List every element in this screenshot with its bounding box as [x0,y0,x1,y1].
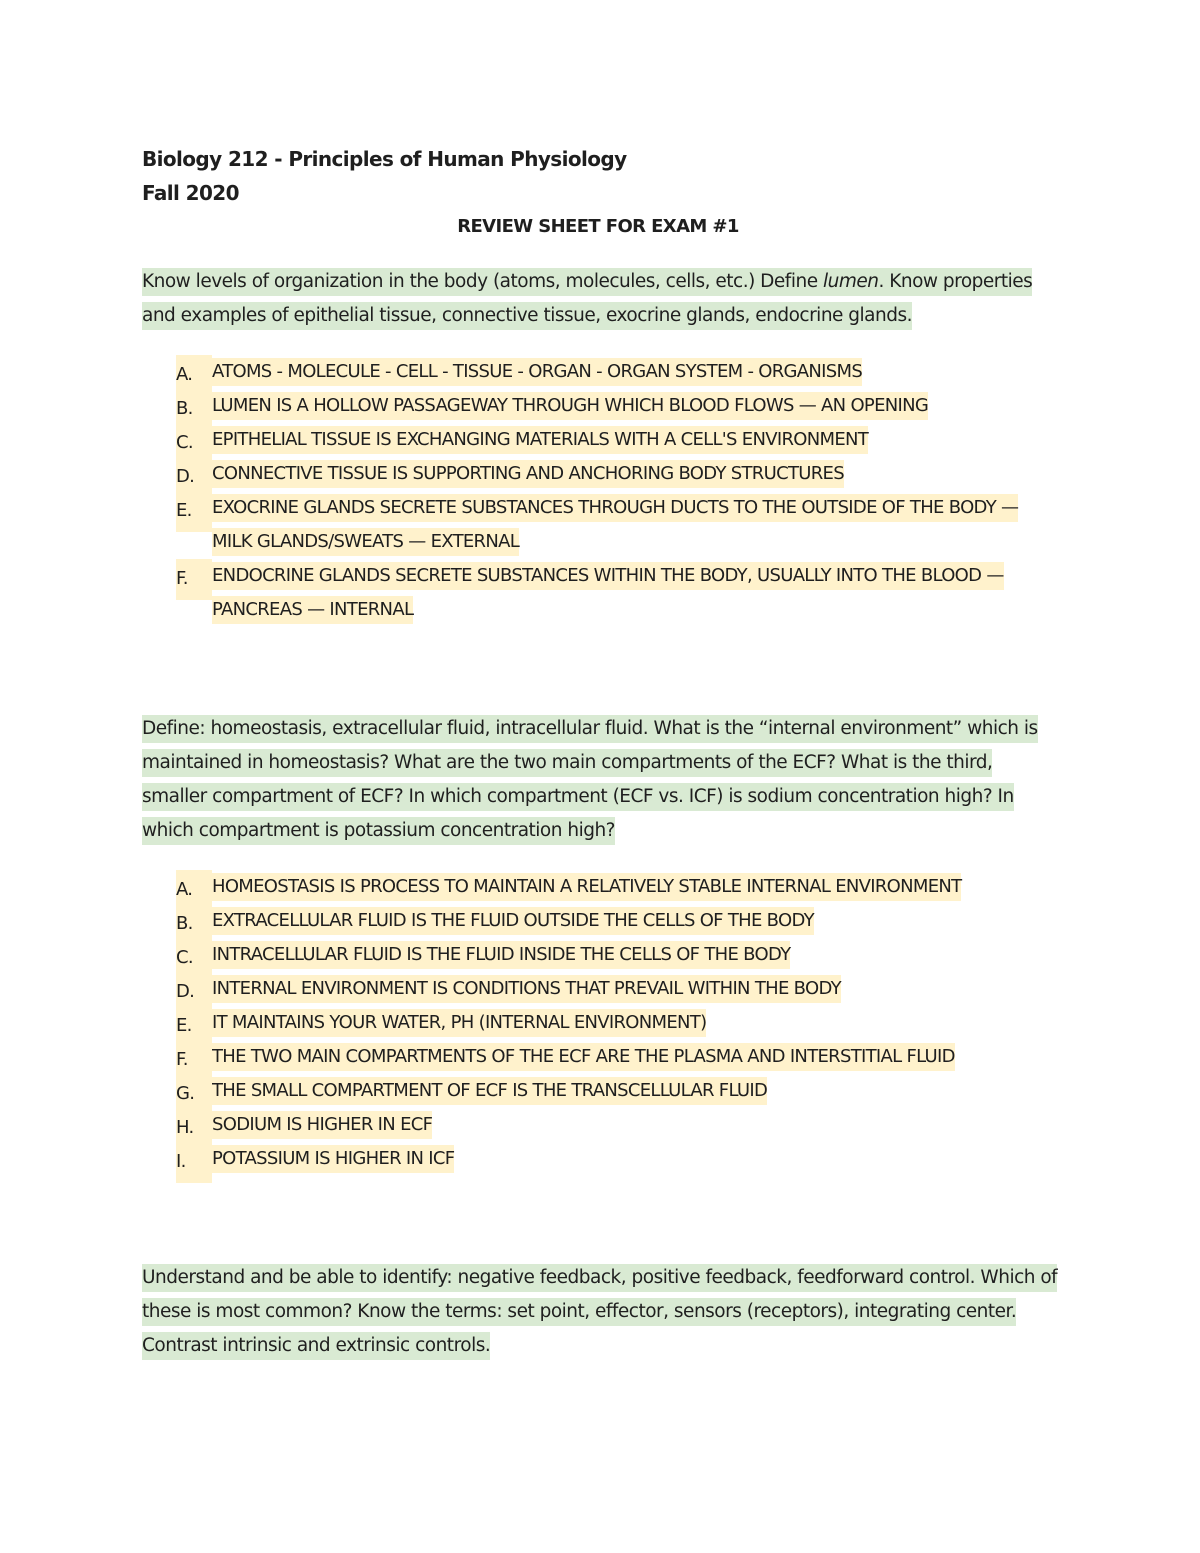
prompt-text-continued: . Know properties and examples of epithelial tissue, connective tissue, exocrine glands, endocrine glands. [142,271,1033,326]
prompt-text: Know levels of organization in the body (atoms, molecules, cells, etc.) Define [142,271,823,292]
section-homeostasis [142,712,1062,1176]
answer-text: THE SMALL COMPARTMENT OF ECF IS THE TRANSCELLULAR FLUID [212,1077,767,1105]
answer-letter: D. [176,972,212,1013]
answer-text: LUMEN IS A HOLLOW PASSAGEWAY THROUGH WHICH BLOOD FLOWS — AN OPENING [212,392,928,420]
answer-item [142,1074,1062,1108]
answer-letter: F. [176,559,212,600]
section-prompt [142,1261,1062,1363]
section-prompt [142,712,1062,848]
answer-text: EPITHELIAL TISSUE IS EXCHANGING MATERIALS WITH A CELL'S ENVIRONMENT [212,426,868,454]
answer-item [142,423,1062,457]
answer-text: ATOMS - MOLECULE - CELL - TISSUE - ORGAN - ORGAN SYSTEM - ORGANISMS [212,358,862,386]
section-feedback-control [142,1261,1062,1363]
answer-item [142,389,1062,423]
answer-text: INTRACELLULAR FLUID IS THE FLUID INSIDE THE CELLS OF THE BODY [212,941,790,969]
answer-text: POTASSIUM IS HIGHER IN ICF [212,1145,454,1173]
answer-item [142,1108,1062,1142]
prompt-highlight: Understand and be able to identify: negative feedback, positive feedback, feedforward control. Which of these is most common? Know the terms: set point, effector, sensors (receptors), integrating center. Contrast intrinsic and extrinsic controls. [142,1264,1057,1360]
section-levels-of-organization [142,265,1062,627]
answer-list [142,870,1062,1176]
answer-letter: G. [176,1074,212,1115]
answer-letter: F. [176,1040,212,1081]
answer-text: IT MAINTAINS YOUR WATER, PH (INTERNAL ENVIRONMENT) [212,1009,706,1037]
answer-letter: A. [176,355,212,396]
document-header [142,142,1062,244]
answer-letter: C. [176,423,212,464]
answer-item [142,559,1062,627]
answer-letter: I. [176,1142,212,1183]
answer-item [142,1142,1062,1176]
answer-item [142,491,1062,559]
answer-item [142,355,1062,389]
prompt-italic-term: lumen [822,271,879,292]
answer-letter: B. [176,389,212,430]
term-label: Fall 2020 [142,181,239,205]
answer-text: THE TWO MAIN COMPARTMENTS OF THE ECF ARE THE PLASMA AND INTERSTITIAL FLUID [212,1043,955,1071]
answer-text: CONNECTIVE TISSUE IS SUPPORTING AND ANCHORING BODY STRUCTURES [212,460,844,488]
answer-item [142,457,1062,491]
answer-text: ENDOCRINE GLANDS SECRETE SUBSTANCES WITHIN THE BODY, USUALLY INTO THE BLOOD — PANCREAS — INTERNAL [212,562,1004,624]
answer-text: INTERNAL ENVIRONMENT IS CONDITIONS THAT PREVAIL WITHIN THE BODY [212,975,841,1003]
answer-letter: B. [176,904,212,945]
answer-text: HOMEOSTASIS IS PROCESS TO MAINTAIN A RELATIVELY STABLE INTERNAL ENVIRONMENT [212,873,961,901]
answer-item [142,1040,1062,1074]
answer-letter: E. [176,491,212,532]
answer-list [142,355,1062,627]
answer-item [142,1006,1062,1040]
answer-item [142,972,1062,1006]
answer-letter: H. [176,1108,212,1149]
answer-text: EXOCRINE GLANDS SECRETE SUBSTANCES THROUGH DUCTS TO THE OUTSIDE OF THE BODY — MILK GLANDS/SWEATS — EXTERNAL [212,494,1018,556]
answer-text: EXTRACELLULAR FLUID IS THE FLUID OUTSIDE THE CELLS OF THE BODY [212,907,814,935]
answer-text: SODIUM IS HIGHER IN ECF [212,1111,432,1139]
answer-letter: E. [176,1006,212,1047]
answer-letter: D. [176,457,212,498]
prompt-highlight [142,268,1032,330]
answer-letter: C. [176,938,212,979]
page-title: REVIEW SHEET FOR EXAM #1 [457,216,739,237]
prompt-highlight: Define: homeostasis, extracellular fluid, intracellular fluid. What is the “internal environment” which is maintained in homeostasis? What are the two main compartments of the ECF? What is the third, smaller compartment of ECF? In which compartment (ECF vs. ICF) is sodium concentration high? In which compartment is potassium concentration high? [142,715,1038,845]
section-prompt [142,265,1062,333]
answer-letter: A. [176,870,212,911]
answer-item [142,904,1062,938]
answer-item [142,938,1062,972]
answer-item [142,870,1062,904]
course-title: Biology 212 - Principles of Human Physiology [142,147,627,171]
